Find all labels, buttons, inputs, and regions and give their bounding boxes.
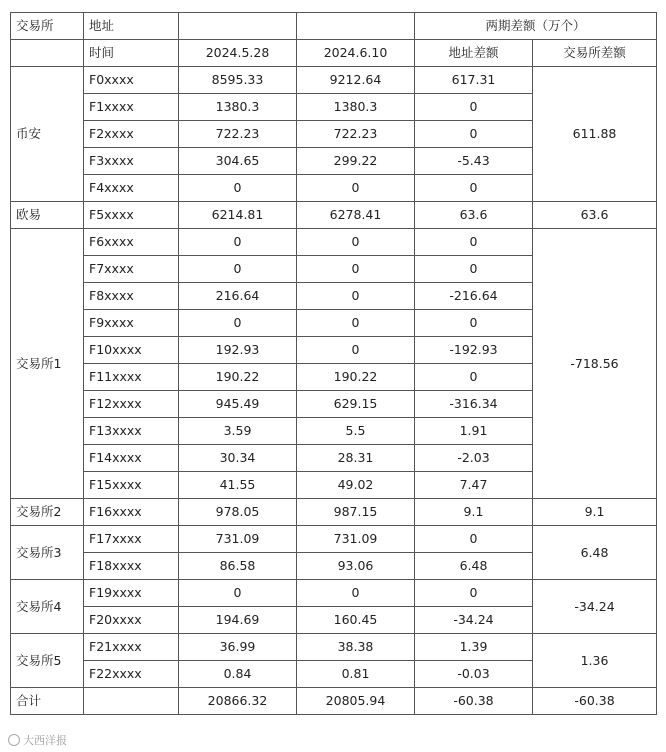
address-diff-cell: 1.39 [415, 634, 533, 661]
address-diff-cell: 0 [415, 580, 533, 607]
total-label-cell: 合计 [11, 688, 84, 715]
header-address-diff: 地址差额 [415, 40, 533, 67]
total-blank-cell [84, 688, 179, 715]
address-diff-cell: 0 [415, 310, 533, 337]
address-cell: F7xxxx [84, 256, 179, 283]
address-diff-cell: -5.43 [415, 148, 533, 175]
address-diff-cell: 6.48 [415, 553, 533, 580]
total-exchange-diff-cell: -60.38 [533, 688, 657, 715]
exchange-diff-cell: 6.48 [533, 526, 657, 580]
exchange-name-cell: 交易所3 [11, 526, 84, 580]
balance-date1-cell: 945.49 [179, 391, 297, 418]
address-diff-cell: 0 [415, 526, 533, 553]
header-date-2: 2024.6.10 [297, 40, 415, 67]
address-diff-cell: 7.47 [415, 472, 533, 499]
address-diff-cell: 63.6 [415, 202, 533, 229]
balance-date2-cell: 0.81 [297, 661, 415, 688]
table-row [11, 634, 657, 661]
balance-date2-cell: 6278.41 [297, 202, 415, 229]
exchange-diff-cell: 611.88 [533, 67, 657, 202]
table-row [11, 67, 657, 94]
address-diff-cell: 0 [415, 94, 533, 121]
exchange-diff-cell: 63.6 [533, 202, 657, 229]
balance-date2-cell: 722.23 [297, 121, 415, 148]
balance-date1-cell: 41.55 [179, 472, 297, 499]
total-address-diff-cell: -60.38 [415, 688, 533, 715]
balance-date2-cell: 629.15 [297, 391, 415, 418]
table-row [11, 229, 657, 256]
balance-date2-cell: 0 [297, 580, 415, 607]
balance-date2-cell: 190.22 [297, 364, 415, 391]
exchange-name-cell: 欧易 [11, 202, 84, 229]
balance-date1-cell: 3.59 [179, 418, 297, 445]
balance-date1-cell: 0 [179, 580, 297, 607]
address-cell: F9xxxx [84, 310, 179, 337]
address-diff-cell: -192.93 [415, 337, 533, 364]
address-cell: F16xxxx [84, 499, 179, 526]
address-diff-cell: 0 [415, 121, 533, 148]
table-row [11, 526, 657, 553]
exchange-holdings-table [10, 12, 657, 715]
address-cell: F5xxxx [84, 202, 179, 229]
address-cell: F4xxxx [84, 175, 179, 202]
balance-date1-cell: 190.22 [179, 364, 297, 391]
balance-date1-cell: 30.34 [179, 445, 297, 472]
address-diff-cell: -216.64 [415, 283, 533, 310]
header-row-1 [11, 13, 657, 40]
balance-date1-cell: 0 [179, 175, 297, 202]
header-exchange-diff: 交易所差额 [533, 40, 657, 67]
exchange-name-cell: 币安 [11, 67, 84, 202]
exchange-name-cell: 交易所4 [11, 580, 84, 634]
balance-date1-cell: 192.93 [179, 337, 297, 364]
header-blank-2 [297, 13, 415, 40]
address-diff-cell: 617.31 [415, 67, 533, 94]
exchange-name-cell: 交易所1 [11, 229, 84, 499]
exchange-diff-cell: 9.1 [533, 499, 657, 526]
balance-date2-cell: 299.22 [297, 148, 415, 175]
address-cell: F15xxxx [84, 472, 179, 499]
balance-date2-cell: 731.09 [297, 526, 415, 553]
balance-date1-cell: 6214.81 [179, 202, 297, 229]
balance-date2-cell: 0 [297, 175, 415, 202]
watermark-logo-icon [8, 734, 20, 746]
balance-date1-cell: 731.09 [179, 526, 297, 553]
balance-date2-cell: 0 [297, 283, 415, 310]
address-cell: F19xxxx [84, 580, 179, 607]
balance-date2-cell: 0 [297, 310, 415, 337]
balance-date2-cell: 5.5 [297, 418, 415, 445]
balance-date1-cell: 978.05 [179, 499, 297, 526]
balance-date2-cell: 93.06 [297, 553, 415, 580]
address-diff-cell: 1.91 [415, 418, 533, 445]
address-diff-cell: 0 [415, 364, 533, 391]
address-diff-cell: 0 [415, 229, 533, 256]
address-cell: F2xxxx [84, 121, 179, 148]
header-date-1: 2024.5.28 [179, 40, 297, 67]
address-diff-cell: 0 [415, 175, 533, 202]
table-row [11, 499, 657, 526]
total-row [11, 688, 657, 715]
exchange-diff-cell: -718.56 [533, 229, 657, 499]
address-diff-cell: -2.03 [415, 445, 533, 472]
balance-date1-cell: 722.23 [179, 121, 297, 148]
exchange-diff-cell: 1.36 [533, 634, 657, 688]
balance-date1-cell: 304.65 [179, 148, 297, 175]
address-cell: F0xxxx [84, 67, 179, 94]
address-diff-cell: 0 [415, 256, 533, 283]
balance-date2-cell: 28.31 [297, 445, 415, 472]
address-diff-cell: 9.1 [415, 499, 533, 526]
address-cell: F10xxxx [84, 337, 179, 364]
address-cell: F11xxxx [84, 364, 179, 391]
balance-date2-cell: 987.15 [297, 499, 415, 526]
balance-date1-cell: 0.84 [179, 661, 297, 688]
balance-date2-cell: 0 [297, 229, 415, 256]
balance-date2-cell: 9212.64 [297, 67, 415, 94]
balance-date1-cell: 0 [179, 229, 297, 256]
address-cell: F8xxxx [84, 283, 179, 310]
header-exchange: 交易所 [11, 13, 84, 40]
balance-date1-cell: 194.69 [179, 607, 297, 634]
balance-date2-cell: 49.02 [297, 472, 415, 499]
header-time: 时间 [84, 40, 179, 67]
address-cell: F1xxxx [84, 94, 179, 121]
exchange-diff-cell: -34.24 [533, 580, 657, 634]
header-row-2 [11, 40, 657, 67]
address-diff-cell: -316.34 [415, 391, 533, 418]
address-cell: F20xxxx [84, 607, 179, 634]
balance-date1-cell: 86.58 [179, 553, 297, 580]
balance-date2-cell: 160.45 [297, 607, 415, 634]
balance-date1-cell: 8595.33 [179, 67, 297, 94]
watermark [8, 732, 67, 748]
address-cell: F18xxxx [84, 553, 179, 580]
header-blank-1 [179, 13, 297, 40]
address-cell: F3xxxx [84, 148, 179, 175]
exchange-name-cell: 交易所5 [11, 634, 84, 688]
address-diff-cell: -0.03 [415, 661, 533, 688]
balance-date1-cell: 216.64 [179, 283, 297, 310]
balance-date2-cell: 0 [297, 337, 415, 364]
address-cell: F12xxxx [84, 391, 179, 418]
header-address: 地址 [84, 13, 179, 40]
balance-date1-cell: 0 [179, 310, 297, 337]
exchange-name-cell: 交易所2 [11, 499, 84, 526]
balance-date1-cell: 1380.3 [179, 94, 297, 121]
header-diff-group: 两期差额（万个） [415, 13, 657, 40]
balance-date1-cell: 0 [179, 256, 297, 283]
table-row [11, 202, 657, 229]
watermark-text: 大西洋报 [23, 734, 67, 747]
balance-date2-cell: 1380.3 [297, 94, 415, 121]
table-row [11, 580, 657, 607]
total-date2-cell: 20805.94 [297, 688, 415, 715]
address-diff-cell: -34.24 [415, 607, 533, 634]
balance-date2-cell: 38.38 [297, 634, 415, 661]
address-cell: F6xxxx [84, 229, 179, 256]
address-cell: F21xxxx [84, 634, 179, 661]
header-blank-3 [11, 40, 84, 67]
total-date1-cell: 20866.32 [179, 688, 297, 715]
balance-date1-cell: 36.99 [179, 634, 297, 661]
address-cell: F17xxxx [84, 526, 179, 553]
balance-date2-cell: 0 [297, 256, 415, 283]
address-cell: F22xxxx [84, 661, 179, 688]
address-cell: F14xxxx [84, 445, 179, 472]
address-cell: F13xxxx [84, 418, 179, 445]
